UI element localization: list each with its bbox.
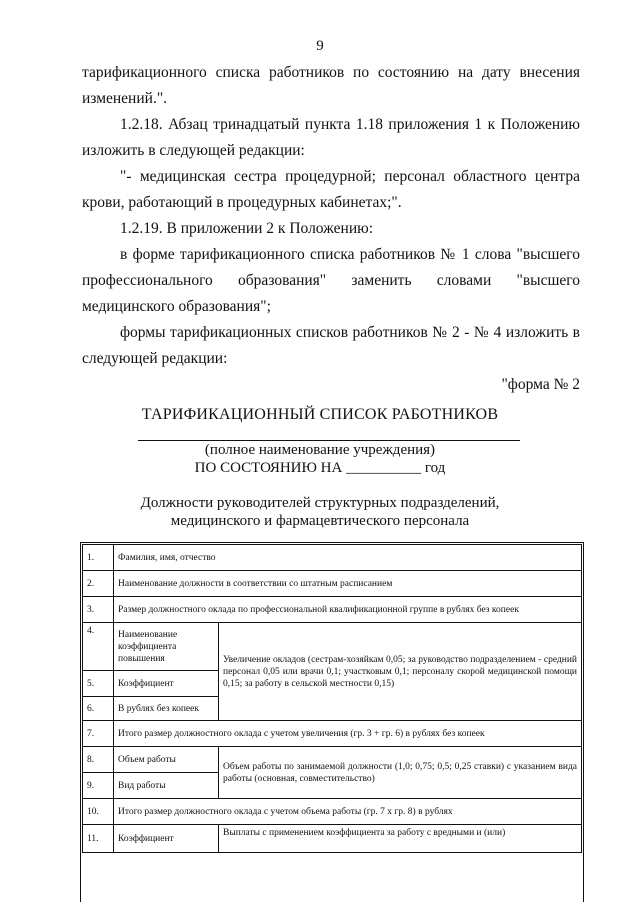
text-line: 1.2.19. В приложении 2 к Положению:: [120, 220, 374, 237]
row-number: 9.: [83, 773, 114, 799]
text-line: медицинского образования";: [82, 298, 271, 315]
row-label: Наименование коэффициента повышения: [114, 623, 219, 671]
paragraph-1-2-18-end: [82, 138, 580, 164]
form-subtitle-line2: медицинского и фармацевтического персонала: [170, 513, 470, 529]
row-label: Объем работы: [114, 747, 219, 773]
text-line: изложить в следующей редакции:: [82, 142, 305, 159]
text-line: в форме тарификационного списка работников № 1 слова "высшего: [120, 246, 580, 263]
paragraph-continuation-end: [82, 86, 580, 112]
paragraph-form-1: [82, 242, 580, 268]
form-number: [82, 372, 580, 398]
table-row: [83, 825, 582, 853]
paragraph-forms-2-4-end: [82, 346, 580, 372]
tariff-table: [82, 544, 582, 853]
table-row: [83, 597, 582, 623]
row-label: В рублях без копеек: [114, 697, 219, 721]
institution-caption: (полное наименование учреждения): [204, 442, 436, 458]
row-label: Коэффициент: [114, 671, 219, 697]
text-line: формы тарификационных списков работников № 2 - № 4 изложить в: [120, 324, 580, 341]
text-line: изменений.".: [82, 90, 168, 107]
table-row: [83, 799, 582, 825]
table-row: [83, 571, 582, 597]
quoted-text: [82, 164, 580, 190]
row-number: 1.: [83, 545, 114, 571]
form-subtitle-line1: Должности руководителей структурных подразделений,: [140, 495, 500, 511]
row-text: Итого размер должностного оклада с учетом объема работы (гр. 7 х гр. 8) в рублях: [114, 799, 582, 825]
text-line: профессионального образования" заменить словами "высшего: [82, 272, 580, 289]
paragraph-1-2-19: [82, 216, 580, 242]
table-row: [83, 545, 582, 571]
quoted-text-end: [82, 190, 580, 216]
row-number: 10.: [83, 799, 114, 825]
as-of-date: ПО СОСТОЯНИЮ НА __________ год: [194, 460, 446, 476]
page-number: 9: [316, 38, 324, 54]
row-text: Фамилия, имя, отчество: [114, 545, 582, 571]
row-text: Итого размер должностного оклада с учетом увеличения (гр. 3 + гр. 6) в рублях без копеек: [114, 721, 582, 747]
row-label: Вид работы: [114, 773, 219, 799]
paragraph-1-2-18: [82, 112, 580, 138]
row-number: 2.: [83, 571, 114, 597]
row-number: 8.: [83, 747, 114, 773]
row-text: Наименование должности в соответствии со штатным расписанием: [114, 571, 582, 597]
paragraph-forms-2-4: [82, 320, 580, 346]
paragraph-form-1-end: [82, 294, 580, 320]
row-number: 6.: [83, 697, 114, 721]
text-line: "форма № 2: [501, 376, 580, 393]
text-line: 1.2.18. Абзац тринадцатый пункта 1.18 приложения 1 к Положению: [120, 116, 580, 133]
row-number: 11.: [83, 825, 114, 853]
text-line: следующей редакции:: [82, 350, 228, 367]
paragraph-form-1-line2: [82, 268, 580, 294]
row-description: Выплаты с применением коэффициента за работу с вредными и (или): [219, 825, 582, 853]
table-row: [83, 747, 582, 773]
row-description: Увеличение окладов (сестрам-хозяйкам 0,05; за руководство подразделением - средний персонал 0,05 или врачи 0,1; участковым 0,1; персоналу скорой медицинской помощи 0,15; за работу в сельской местности 0,15): [219, 623, 582, 721]
row-label: Коэффициент: [114, 825, 219, 853]
form-title: ТАРИФИКАЦИОННЫЙ СПИСОК РАБОТНИКОВ: [141, 406, 499, 423]
text-line: крови, работающий в процедурных кабинетах;".: [82, 194, 402, 211]
table-row: [83, 623, 582, 671]
paragraph-continuation: [82, 60, 580, 86]
row-number: 5.: [83, 671, 114, 697]
text-line: тарификационного списка работников по состоянию на дату внесения: [82, 64, 580, 81]
row-number: 7.: [83, 721, 114, 747]
row-description: Объем работы по занимаемой должности (1,0; 0,75; 0,5; 0,25 ставки) с указанием вида работы (основная, совместительство): [219, 747, 582, 799]
row-number: 4.: [83, 623, 114, 671]
row-text: Размер должностного оклада по профессиональной квалификационной группе в рублях без копеек: [114, 597, 582, 623]
row-number: 3.: [83, 597, 114, 623]
table-row: [83, 721, 582, 747]
text-line: "- медицинская сестра процедурной; персонал областного центра: [120, 168, 580, 185]
institution-underline: [138, 440, 520, 441]
